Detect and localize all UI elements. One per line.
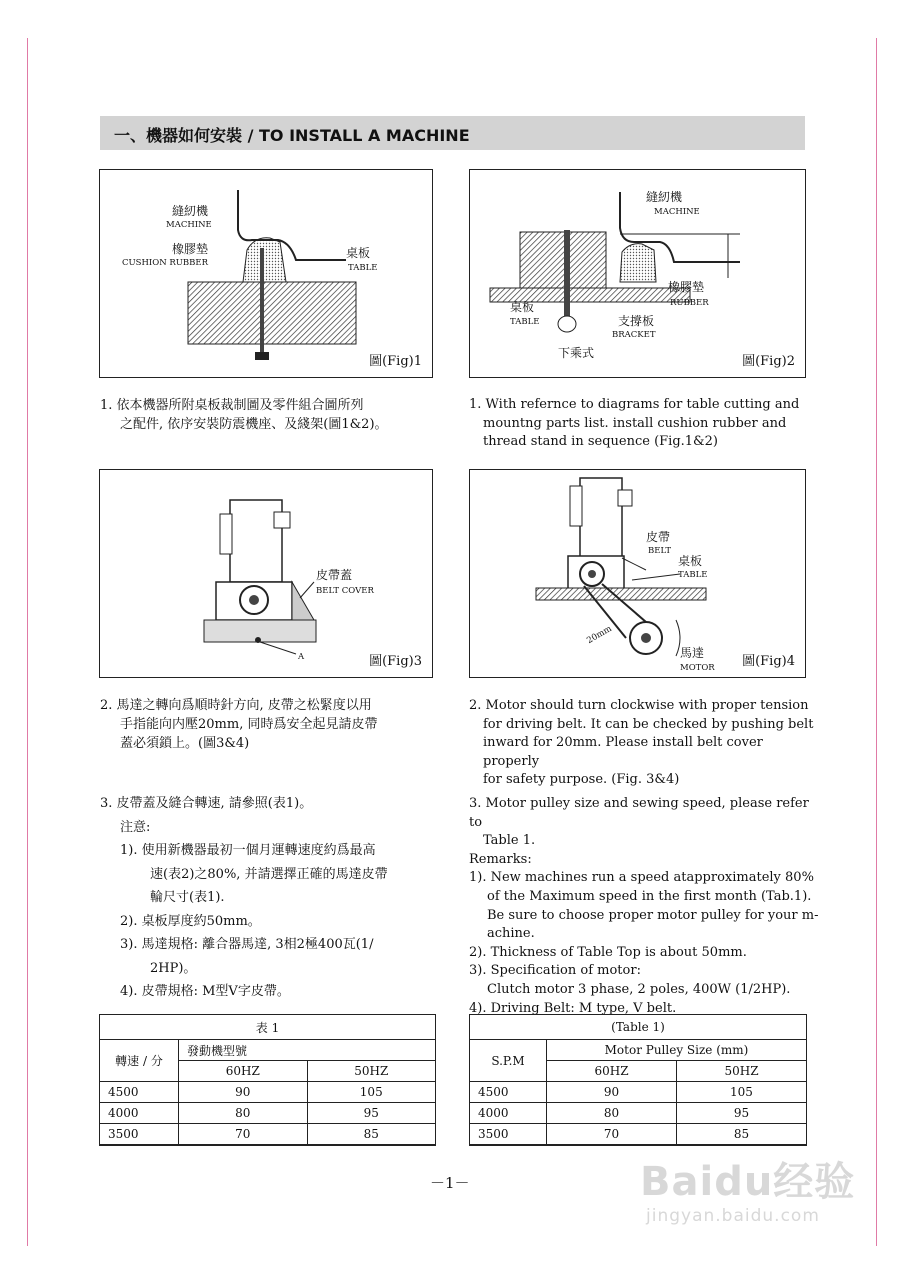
fig3-caption: 圖(Fig)3 (369, 654, 422, 669)
table-en-hz60: 60HZ (547, 1061, 677, 1082)
figure-1-drawing (100, 170, 434, 379)
en-p3-line2: Table 1. (483, 833, 536, 849)
section-title-bar (100, 116, 805, 150)
table-cell: 80 (179, 1103, 308, 1124)
fig2-rubber-en: RUBBER (670, 298, 709, 308)
fig2-rubber-cn: 橡膠墊 (668, 280, 705, 294)
fig2-machine-en: MACHINE (654, 207, 700, 217)
en-p2-line2: for driving belt. It can be checked by pushing belt (483, 716, 814, 732)
cn-paragraph-2 (100, 696, 445, 753)
table-cell: 4500 (470, 1082, 547, 1103)
cn-p3-item3-line2: 2HP)。 (150, 960, 197, 976)
table-row (100, 1103, 436, 1124)
watermark-url: jingyan.baidu.com (646, 1206, 820, 1226)
table-cell: 70 (179, 1124, 308, 1146)
cn-p3-item2: 2). 桌板厚度約50mm。 (120, 913, 261, 929)
en-p2-line4: for safety purpose. (Fig. 3&4) (483, 772, 680, 788)
en-r2: 2). Thickness of Table Top is about 50mm. (469, 944, 747, 960)
en-p2-line1: 2. Motor should turn clockwise with proper tension (469, 698, 809, 713)
en-p2-line3: inward for 20mm. Please install belt cover properly (483, 735, 763, 769)
fig1-machine-cn: 縫紉機 (172, 204, 209, 218)
table-cn-col-speed: 轉速 / 分 (100, 1040, 179, 1082)
en-p1-line3: thread stand in sequence (Fig.1&2) (483, 434, 718, 450)
table-cn-title: 表 1 (100, 1015, 436, 1040)
table-cell: 95 (307, 1103, 436, 1124)
figure-1 (99, 169, 433, 378)
cn-p3-item1-line3: 輪尺寸(表1). (150, 890, 225, 905)
cn-p3-line1: 3. 皮帶蓋及縫合轉速, 請參照(表1)。 (100, 796, 313, 811)
page-number: －1－ (430, 1174, 470, 1192)
fig4-belt-cn: 皮帶 (646, 530, 671, 544)
table-en (469, 1014, 807, 1146)
fig4-belt-en: BELT (648, 546, 672, 556)
en-r4: 4). Driving Belt: M type, V belt. (469, 1000, 677, 1016)
figure-3-drawing (100, 470, 434, 679)
fig1-caption: 圖(Fig)1 (369, 354, 422, 369)
right-margin-line (876, 38, 877, 1246)
cn-p1-line2: 之配件, 依序安裝防震機座、及綫架(圖1&2)。 (120, 417, 388, 432)
table-cn (99, 1014, 436, 1146)
table-en-hz50: 50HZ (676, 1061, 806, 1082)
en-r1-line3: Be sure to choose proper motor pulley for your m- (487, 907, 819, 923)
en-remarks: Remarks: (469, 851, 532, 867)
table-row (100, 1124, 436, 1146)
table-cn-col-motor: 發動機型號 (179, 1040, 436, 1061)
section-title: 一、機器如何安裝 / TO INSTALL A MACHINE (114, 126, 470, 145)
table-row (100, 1082, 436, 1103)
cn-p1-line1: 1. 依本機器所附桌板裁制圖及零件組合圖所列 (100, 398, 364, 413)
table-row (470, 1103, 807, 1124)
fig3-cover-cn: 皮帶蓋 (316, 568, 353, 582)
fig2-bracket-cn: 支撐板 (618, 314, 655, 328)
table-cell: 80 (547, 1103, 677, 1124)
fig2-machine-cn: 縫紉機 (646, 190, 683, 204)
en-p3-line1: 3. Motor pulley size and sewing speed, please refer to (469, 796, 809, 830)
table-cell: 105 (307, 1082, 436, 1103)
figure-3 (99, 469, 433, 678)
en-r1-line4: achine. (487, 926, 535, 942)
table-en-col-speed: S.P.M (470, 1040, 547, 1082)
fig1-rubber-cn: 橡膠墊 (172, 242, 209, 256)
fig4-table-cn: 桌板 (678, 554, 703, 568)
fig4-motor-cn: 馬達 (680, 646, 705, 660)
watermark (640, 1150, 856, 1226)
fig2-below-cn: 下乘式 (558, 346, 595, 360)
cn-p2-line2: 手指能向内壓20mm, 同時爲安全起見請皮帶 (120, 717, 378, 732)
table-cell: 90 (547, 1082, 677, 1103)
table-cell: 95 (676, 1103, 806, 1124)
figure-2 (469, 169, 806, 378)
cn-p3-item4: 4). 皮帶規格: M型V字皮帶。 (120, 984, 290, 999)
figure-4 (469, 469, 806, 678)
table-cell: 3500 (470, 1124, 547, 1146)
table-cell: 105 (676, 1082, 806, 1103)
en-p1-line2: mountng parts list. install cushion rubber and (483, 415, 787, 431)
table-cn-hz60: 60HZ (179, 1061, 308, 1082)
cn-p2-line3: 蓋必須鎖上。(圖3&4) (120, 736, 250, 751)
en-paragraph-2 (469, 697, 814, 790)
left-margin-line (27, 38, 28, 1246)
fig1-rubber-en: CUSHION RUBBER (122, 258, 209, 268)
table-cn-hz50: 50HZ (307, 1061, 436, 1082)
en-paragraph-3 (469, 795, 819, 1018)
cn-p3-item1-line1: 1). 使用新機器最初一個月運轉速度約爲最高 (120, 843, 376, 858)
table-row (470, 1124, 807, 1146)
table-cell: 90 (179, 1082, 308, 1103)
table-cell: 3500 (100, 1124, 179, 1146)
table-row (470, 1082, 807, 1103)
fig2-table-cn: 桌板 (510, 300, 535, 314)
cn-p3-note: 注意: (120, 819, 151, 835)
fig1-table-en: TABLE (348, 263, 378, 273)
table-cell: 85 (676, 1124, 806, 1146)
en-r3-line2: Clutch motor 3 phase, 2 poles, 400W (1/2HP). (487, 981, 791, 997)
table-cell: 70 (547, 1124, 677, 1146)
cn-p3-item3-line1: 3). 馬達規格: 離合器馬達, 3相2極400瓦(1/ (120, 937, 374, 952)
en-r1-line2: of the Maximum speed in the first month (Tab.1). (487, 888, 812, 904)
en-r3-line1: 3). Specification of motor: (469, 963, 641, 979)
cn-p3-item1-line2: 速(表2)之80%, 并請選擇正確的馬達皮帶 (150, 866, 388, 882)
table-en-col-motor: Motor Pulley Size (mm) (547, 1040, 807, 1061)
cn-paragraph-1 (100, 396, 440, 434)
table-cell: 4000 (100, 1103, 179, 1124)
fig1-machine-en: MACHINE (166, 220, 212, 230)
table-cell: 85 (307, 1124, 436, 1146)
fig3-cover-en: BELT COVER (316, 586, 374, 596)
en-r1-line1: 1). New machines run a speed atapproximately 80% (469, 870, 814, 886)
en-paragraph-1 (469, 396, 809, 452)
fig1-table-cn: 桌板 (346, 246, 371, 260)
watermark-logo: Baidu经验 (640, 1159, 856, 1205)
fig4-motor-en: MOTOR (680, 663, 715, 673)
fig4-dimension: 20mm (585, 623, 614, 647)
figure-4-drawing (470, 470, 807, 679)
table-cell: 4000 (470, 1103, 547, 1124)
cn-paragraph-3 (100, 792, 445, 1004)
fig4-table-en: TABLE (678, 570, 708, 580)
en-p1-line1: 1. With refernce to diagrams for table cutting and (469, 397, 800, 412)
cn-p2-line1: 2. 馬達之轉向爲順時針方向, 皮帶之松緊度以用 (100, 698, 372, 713)
fig3-point-a: A (298, 652, 305, 662)
table-en-title: (Table 1) (470, 1015, 807, 1040)
table-cell: 4500 (100, 1082, 179, 1103)
fig2-bracket-en: BRACKET (612, 330, 656, 340)
fig4-caption: 圖(Fig)4 (742, 654, 795, 669)
figure-2-drawing (470, 170, 807, 379)
fig2-table-en: TABLE (510, 317, 540, 327)
fig2-caption: 圖(Fig)2 (742, 354, 795, 369)
